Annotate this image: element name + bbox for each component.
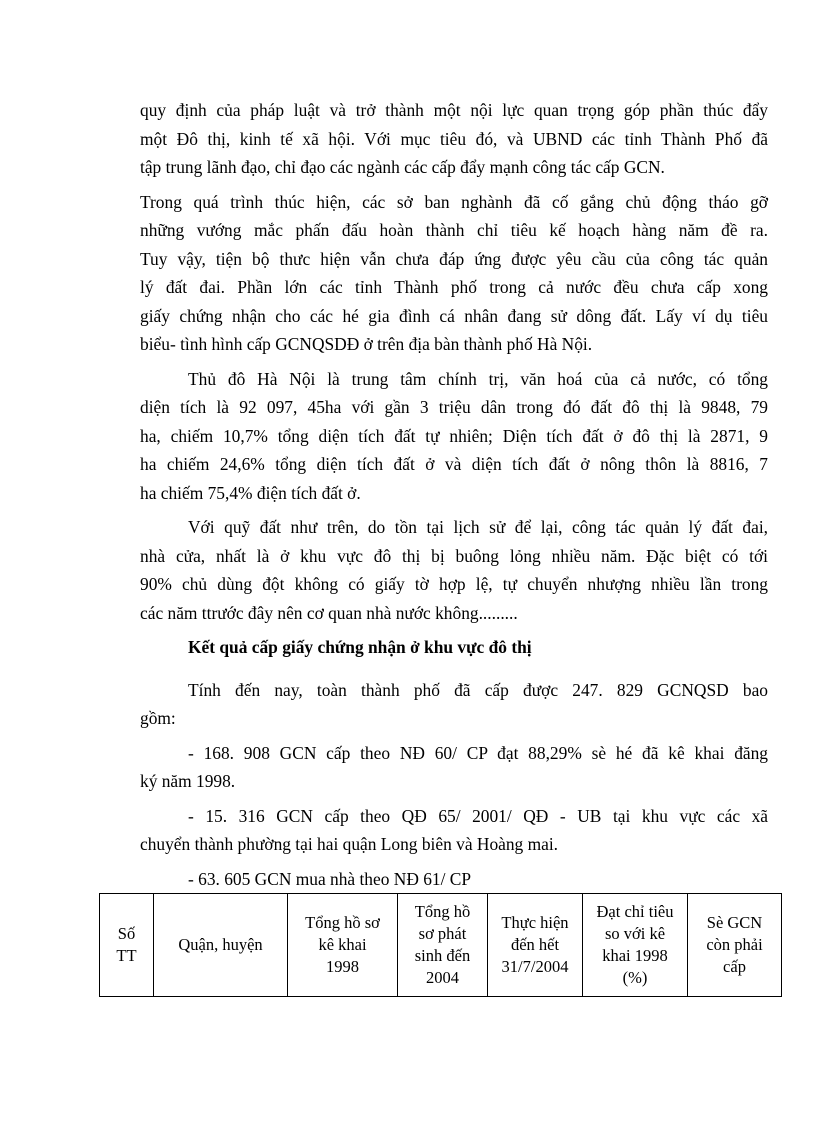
paragraph-line: tập trung lãnh đạo, chỉ đạo các ngành các cấp đẩy mạnh công tác cấp GCN. (140, 157, 665, 177)
statistics-table-wrapper (99, 893, 782, 997)
table-header-text: so với kê (604, 924, 666, 943)
table-header-cell (583, 894, 688, 997)
paragraph-line: - 15. 316 GCN cấp theo QĐ 65/ 2001/ QĐ - UB tại khu vực các xã (188, 805, 768, 826)
paragraph-line: Thủ đô Hà Nội là trung tâm chính trị, văn hoá của cả nước, có tổng (188, 368, 768, 389)
table-header-cell (100, 894, 154, 997)
paragraph-line: Trong quá trình thúc hiện, các sở ban nghành đã cố gắng chủ động tháo gỡ (140, 191, 768, 212)
table-header-text: Sè GCN (706, 913, 763, 932)
table-header-text: sơ phát (418, 924, 467, 943)
paragraph-p7 (140, 802, 768, 859)
table-header-text: khai 1998 (602, 946, 668, 965)
paragraph-line: Tính đến nay, toàn thành phố đã cấp được 247. 829 GCNQSD bao (188, 679, 768, 700)
paragraph-p4 (140, 513, 768, 627)
table-header-text: Tổng hồ (414, 902, 471, 921)
table-header-text: Tổng hồ sơ (305, 913, 380, 932)
paragraph-p6 (140, 739, 768, 796)
paragraph-line: - 168. 908 GCN cấp theo NĐ 60/ CP đạt 88,29% sè hé đã kê khai đăng (188, 742, 768, 763)
paragraph-line: ha chiếm 24,6% tổng diện tích đất ở và diện tích đất ở nông thôn là 8816, 7 (140, 454, 768, 474)
table-header-cell (154, 894, 288, 997)
paragraph-line: ký năm 1998. (140, 771, 236, 791)
paragraph-line: quy định của pháp luật và trở thành một nội lực quan trọng góp phần thúc đẩy (140, 100, 768, 120)
table-header-text: 31/7/2004 (501, 957, 569, 976)
table-header-cell (288, 894, 398, 997)
body-text (140, 96, 768, 627)
paragraph-p1 (140, 96, 768, 182)
paragraph-line: Tuy vậy, tiện bộ thưc hiện vẫn chưa đáp ứng được yêu cầu của công tác quản (140, 248, 768, 269)
table-header-text: đến hết (510, 935, 560, 954)
table-header-cell (398, 894, 488, 997)
paragraph-line: chuyển thành phường tại hai quận Long biên và Hoàng mai. (140, 834, 559, 854)
paragraph-line: những vướng mắc phấn đấu hoàn thành chỉ tiêu kế hoạch hàng năm đề ra. (140, 220, 768, 240)
paragraph-line: giấy chứng nhận cho các hé gia đình cá nhân đang sử dông đất. Lấy ví dụ tiêu (140, 305, 768, 326)
table-header-text: còn phải (706, 935, 763, 954)
paragraph-p5 (140, 676, 768, 733)
paragraph-line: gồm: (140, 708, 176, 728)
document-page (140, 96, 768, 899)
table-header-text: 1998 (326, 957, 359, 976)
paragraph-line: biểu- tình hình cấp GCNQSDĐ ở trên địa bàn thành phố Hà Nội. (140, 334, 593, 354)
table-header-row (100, 894, 782, 997)
table-header-cell (488, 894, 583, 997)
paragraph-line: 90% chủ dùng đột không có giấy tờ hợp lệ, tự chuyển nhượng nhiều lần trong (140, 574, 768, 594)
paragraph-p2 (140, 188, 768, 359)
paragraph-line: - 63. 605 GCN mua nhà theo NĐ 61/ CP (188, 868, 472, 889)
table-header-text: cấp (723, 957, 746, 976)
table-header-text: sinh đến (414, 946, 471, 965)
paragraph-line: lý đất đai. Phần lớn các tỉnh Thành phố trong cả nước đều chưa cấp xong (140, 277, 768, 297)
table-header-text: Đạt chỉ tiêu (596, 902, 674, 921)
section-heading: Kết quả cấp giấy chứng nhận ở khu vực đô thị (188, 637, 532, 657)
table-header-text: kê khai (318, 935, 367, 954)
table-header-cell (688, 894, 782, 997)
table-header-text: 2004 (426, 968, 459, 987)
paragraph-line: các năm ttrước đây nên cơ quan nhà nước không......... (140, 602, 518, 623)
paragraph-line: một Đô thị, kinh tế xã hội. Với mục tiêu đó, và UBND các tỉnh Thành Phố đã (140, 128, 768, 149)
paragraph-line: diện tích là 92 097, 45ha với gần 3 triệu dân trong đó đất đô thị là 9848, 79 (140, 397, 768, 417)
paragraph-p8 (140, 865, 768, 894)
paragraph-line: nhà cửa, nhất là ở khu vực đô thị bị buông lỏng nhiều năm. Đặc biệt có tới (140, 545, 768, 566)
paragraph-line: ha, chiếm 10,7% tổng diện tích đất tự nhiên; Diện tích đất ở đô thị là 2871, 9 (140, 425, 768, 446)
table-header-text: Thực hiện (501, 913, 569, 932)
paragraph-line: ha chiếm 75,4% điện tích đất ở. (140, 482, 361, 503)
paragraph-line: Với quỹ đất như trên, do tồn tại lịch sử để lại, công tác quản lý đất đai, (188, 517, 768, 537)
table-header-text: Số (117, 924, 136, 943)
paragraph-p3 (140, 365, 768, 508)
table-header-text: (%) (622, 968, 648, 987)
table-header-text: TT (116, 946, 137, 965)
statistics-table (99, 893, 782, 997)
table-header-text: Quận, huyện (178, 935, 263, 954)
body-text-after-heading (140, 676, 768, 894)
